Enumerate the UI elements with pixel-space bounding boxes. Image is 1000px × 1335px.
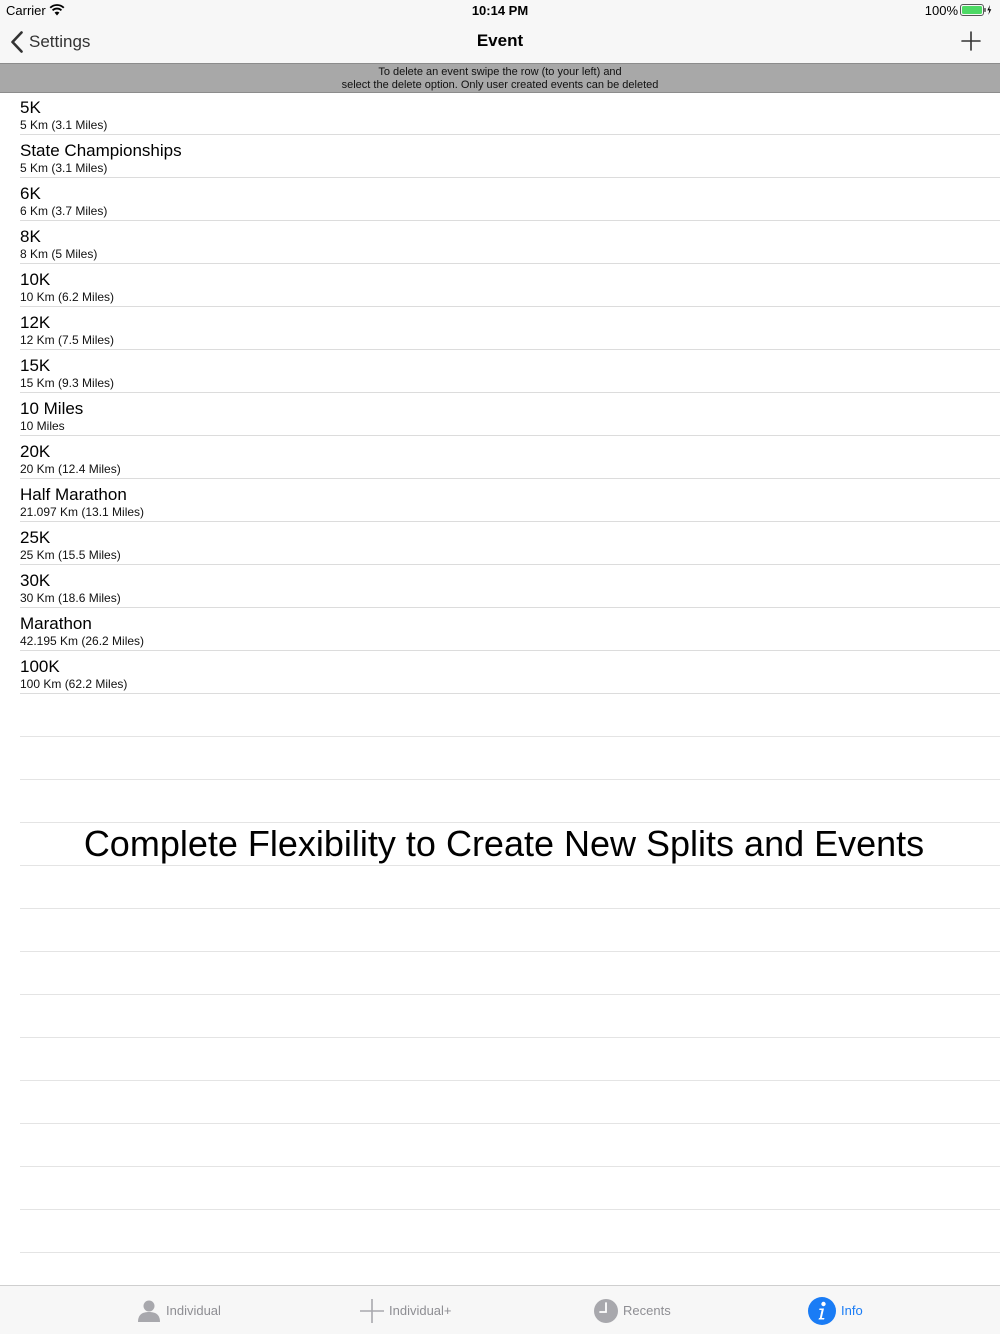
event-row[interactable] [20, 608, 1000, 651]
event-name: 5K [20, 98, 41, 117]
tab-individual-plus[interactable] [359, 1286, 452, 1335]
event-row[interactable] [20, 651, 1000, 694]
event-list [0, 92, 1000, 1253]
event-name: 20K [20, 442, 51, 461]
event-row[interactable] [20, 436, 1000, 479]
empty-row [20, 1124, 1000, 1167]
empty-row [20, 995, 1000, 1038]
event-distance: 5 Km (3.1 Miles) [20, 161, 108, 175]
tab-label: Individual [166, 1303, 221, 1318]
empty-row [20, 737, 1000, 780]
event-row[interactable] [20, 393, 1000, 436]
event-row[interactable] [20, 135, 1000, 178]
page-title: Event [476, 31, 524, 50]
empty-row [20, 1167, 1000, 1210]
status-bar [0, 0, 1000, 20]
carrier-label: Carrier [6, 3, 46, 18]
event-distance: 12 Km (7.5 Miles) [20, 333, 115, 347]
event-distance: 15 Km (9.3 Miles) [20, 376, 115, 390]
empty-row [20, 694, 1000, 737]
event-name: 30K [20, 571, 51, 590]
event-name: 15K [20, 356, 51, 375]
event-distance: 8 Km (5 Miles) [20, 247, 98, 261]
event-row[interactable] [20, 522, 1000, 565]
tab-label: Recents [623, 1303, 671, 1318]
banner-line-1: To delete an event swipe the row (to your left) and [378, 66, 622, 78]
promo-caption-text: Complete Flexibility to Create New Splits and Events [83, 823, 925, 864]
event-distance: 21.097 Km (13.1 Miles) [20, 505, 145, 519]
event-name: Half Marathon [20, 485, 127, 504]
event-row[interactable] [20, 307, 1000, 350]
event-distance: 100 Km (62.2 Miles) [20, 677, 128, 691]
event-name: Marathon [20, 614, 92, 633]
event-row[interactable] [20, 264, 1000, 307]
empty-row [20, 1210, 1000, 1253]
tab-label: Individual+ [389, 1303, 452, 1318]
event-row[interactable] [20, 479, 1000, 522]
event-name: 100K [20, 657, 60, 676]
person-icon [136, 1298, 162, 1324]
empty-row [20, 780, 1000, 823]
event-row[interactable] [20, 350, 1000, 393]
add-event-button[interactable] [960, 30, 982, 52]
event-name: 10K [20, 270, 51, 289]
event-distance: 5 Km (3.1 Miles) [20, 118, 108, 132]
event-name: 6K [20, 184, 41, 203]
empty-row [20, 1081, 1000, 1124]
clock-icon [593, 1298, 619, 1324]
event-name: 25K [20, 528, 51, 547]
event-distance: 20 Km (12.4 Miles) [20, 462, 121, 476]
empty-row [20, 909, 1000, 952]
status-time: 10:14 PM [471, 3, 529, 18]
event-distance: 10 Km (6.2 Miles) [20, 290, 115, 304]
delete-instruction-banner [0, 63, 1000, 93]
battery-charging-icon [960, 4, 992, 16]
promo-caption [0, 822, 1000, 865]
tab-individual[interactable] [136, 1286, 221, 1335]
event-distance: 42.195 Km (26.2 Miles) [20, 634, 145, 648]
event-name: State Championships [20, 141, 182, 160]
back-label: Settings [29, 32, 91, 51]
banner-line-2: select the delete option. Only user created events can be deleted [341, 78, 659, 91]
event-row[interactable] [20, 178, 1000, 221]
event-name: 10 Miles [20, 399, 84, 418]
tab-recents[interactable] [593, 1286, 671, 1335]
empty-row [20, 1038, 1000, 1081]
event-distance: 30 Km (18.6 Miles) [20, 591, 121, 605]
navigation-bar [0, 20, 1000, 63]
event-name: 8K [20, 227, 41, 246]
empty-row [20, 952, 1000, 995]
tab-bar [0, 1285, 1000, 1334]
event-row[interactable] [20, 221, 1000, 264]
event-row[interactable] [20, 92, 1000, 135]
event-row[interactable] [20, 565, 1000, 608]
event-distance: 10 Miles [20, 419, 65, 433]
info-icon [807, 1296, 837, 1326]
event-distance: 6 Km (3.7 Miles) [20, 204, 108, 218]
tab-info[interactable] [807, 1286, 863, 1335]
empty-row [20, 866, 1000, 909]
plus-icon [359, 1298, 385, 1324]
event-name: 12K [20, 313, 51, 332]
event-distance: 25 Km (15.5 Miles) [20, 548, 121, 562]
tab-label: Info [841, 1303, 863, 1318]
battery-percent: 100% [924, 3, 958, 18]
